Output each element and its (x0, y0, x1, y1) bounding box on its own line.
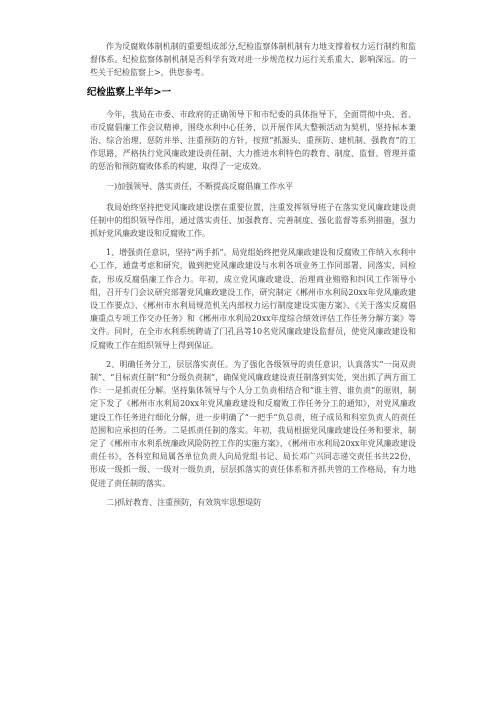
body-paragraph-1: 今年，我局在市委、市政府的正确领导下和市纪委的具体指导下，全面贯彻中央、省、市反腐倡廉工作会议精神，围绕水利中心任务，以开展作风大整顿活动为契机，坚持标本兼治、综合治理、惩防并举、注重预防的方针，按照“抓源头、重预防、建机制、强教育”的工作思路，严格执行党风廉政建设责任制、大力推进水利特色的教育、制度、监督、管理并重的惩治和预防腐败体系的构建，取得了一定成效。 (90, 109, 416, 172)
intro-paragraph: 作为反腐败体制机制的重要组成部分,纪检监察体制机制有力地支撑着权力运行制约和监督体系。纪检监察体制机制是否科学有效对进一步规范权力运行关系重大、影响深远。的一些关于纪检监察上>，供您参考。 (90, 42, 416, 78)
section-heading: 纪检监察上半年>一 (87, 86, 171, 98)
body-paragraph-4: 2、明确任务分工，层层落实责任。为了强化各级领导的责任意识，认真落实“一岗双责制”、“目标责任制”和“分级负责制”，确保党风廉政建设责任制落到实处，突出抓了两方面工作：一是抓责任分解。坚持集体领导与个人分工负责相结合和“谁主管、谁负责”的原则，制定下发了《郴州市水利局20xx年党风廉政建设和反腐败工作任务分工的通知》，对党风廉政建设工作任务进行细化分解，进一步明确了“一把手”负总责，班子成员和科室负责人的责任范围和应承担的任务。二是抓责任制的落实。年初，我局根据党风廉政建设任务和要求，制定了《郴州市水利系统廉政风险防控工作的实施方案》、《郴州市水利局20xx年党风廉政建设责任书》，各科室和局属各单位负责人向局党组书记、局长邓广兴同志递交责任书共22份，形成一级抓一级、一级对一级负责，层层抓落实的责任体系和齐抓共管的工作格局，有力地促进了责任制的落实。 (90, 359, 416, 488)
body-paragraph-3: 1、增强责任意识，坚持“两手抓”。局党组始终把党风廉政建设和反腐败工作纳入水利中心工作，通盘考虑和研究，做到把党风廉政建设与水利各项业务工作同部署、同落实、同检查，形成反腐倡廉工作合力。年初，成立党风廉政建设、治理商业贿赂和纠风工作领导小组，召开专门会议研究部署党风廉政建设工作，研究制定《郴州市水利局20xx年党风廉政建设工作要点》、《郴州市水利局规范机关内部权力运行制度建设实施方案》、《关于落实反腐倡廉重点专项工作交办任务》和《郴州市水利局20xx年度综合绩效评估工作任务分解方案》等文件。同时，在全市水利系统聘请了门孔昌等10名党风廉政建设监督员，使党风廉政建设和反腐败工作在组织领导上得到保证。 (90, 248, 416, 350)
subheading-2: 二)抓好教育、注重预防，有效筑牢思想堤防 (106, 497, 262, 507)
body-paragraph-2: 我局始终坚持把党风廉政建设摆在重要位置，注重发挥领导班子在落实党风廉政建设责任制中的组织领导作用，通过落实责任、加强教育、完善制度、强化监督等系列措施，强力抓好党风廉政建设和反腐败工作。 (90, 202, 416, 239)
document-page (87, 40, 416, 517)
subheading-1: 一)加强领导、落实责任，不断提高反腐倡廉工作水平 (106, 181, 294, 191)
